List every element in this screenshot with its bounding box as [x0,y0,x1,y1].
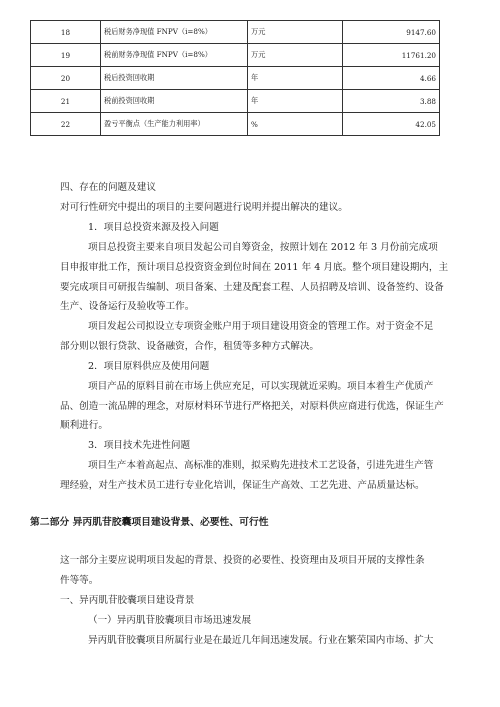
paragraph-line: 生产、设备运行及验收等工作。 [60,301,195,312]
paragraph-line: 项目总投资主要来自项目发起公司自筹资金，按照计划在 2012 年 3 月份前完成项 [88,242,438,253]
paragraph-line: 件等等。 [60,575,99,586]
unit-cell: % [248,113,343,136]
paragraph-line: 项目产品的原料目前在市场上供应充足，可以实现就近采购。项目本着生产优质产 [88,381,434,392]
part-title: 第二部分 异丙肌苷胶囊项目建设背景、必要性、可行性 [30,517,269,528]
indicator-name: 盈亏平衡点（生产能力利用率） [101,113,248,136]
paragraph-line: 项目生产本着高起点、高标准的准则，拟采购先进技术工艺设备，引进先进生产管 [88,460,434,471]
subsection-heading: 2．项目原料供应及使用问题 [88,361,210,372]
row-number: 21 [31,90,101,113]
paragraph-line: 要完成项目可研报告编制、项目备案、土建及配套工程、人员招聘及培训、设备签约、设备 [60,282,444,293]
unit-cell: 年 [248,67,343,90]
indicator-name: 税后投资回收期 [101,67,248,90]
table-row [31,21,440,44]
row-number: 20 [31,67,101,90]
row-number: 22 [31,113,101,136]
value-cell: 9147.60 [343,21,440,44]
paragraph-line: 理经验，对生产技术员工进行专业化培训，保证生产高效、工艺先进、产品质量达标。 [60,480,425,491]
indicator-name: 税后财务净现值 FNPV（i=8%） [101,21,248,44]
section-heading: 一、异丙肌苷胶囊项目建设背景 [60,595,195,606]
financial-indicators-table [30,20,440,136]
paragraph-line: 这一部分主要应说明项目发起的背景、投资的必要性、投资理由及项目开展的支撑性条 [60,555,425,566]
value-cell: 3.88 [343,90,440,113]
subsection-heading: 3．项目技术先进性问题 [88,440,191,451]
row-number: 18 [31,21,101,44]
indicator-name: 税前财务净现值 FNPV（i=8%） [101,44,248,67]
paragraph-line: 目申报审批工作，预计项目总投资资金到位时间在 2011 年 4 月底。整个项目建设期内，主 [60,262,449,273]
value-cell: 42.05 [343,113,440,136]
unit-cell: 年 [248,90,343,113]
paragraph-line: 品、创造一流品牌的理念，对原材料环节进行严格把关，对原料供应商进行优选，保证生产 [60,401,444,412]
value-cell: 4.66 [343,67,440,90]
paragraph-line: 顺利进行。 [60,420,108,431]
paragraph: 对可行性研究中提出的项目的主要问题进行说明并提出解决的建议。 [60,202,348,213]
table-row [31,67,440,90]
subsection-heading: （一）异丙肌苷胶囊项目市场迅速发展 [88,615,252,626]
unit-cell: 万元 [248,44,343,67]
paragraph-line: 异丙肌苷胶囊项目所属行业是在最近几年间迅速发展。行业在繁荣国内市场、扩大 [88,635,434,646]
paragraph-line: 部分则以银行贷款、设备融资，合作，租赁等多种方式解决。 [60,341,320,352]
value-cell: 11761.20 [343,44,440,67]
table-body [31,21,440,136]
unit-cell: 万元 [248,21,343,44]
paragraph-line: 项目发起公司拟设立专项资金账户用于项目建设用资金的管理工作。对于资金不足 [88,321,434,332]
section-heading: 四、存在的问题及建议 [60,182,156,193]
subsection-heading: 1．项目总投资来源及投入问题 [88,222,219,233]
indicator-name: 税前投资回收期 [101,90,248,113]
table-row [31,90,440,113]
table-row [31,44,440,67]
table-row [31,113,440,136]
row-number: 19 [31,44,101,67]
